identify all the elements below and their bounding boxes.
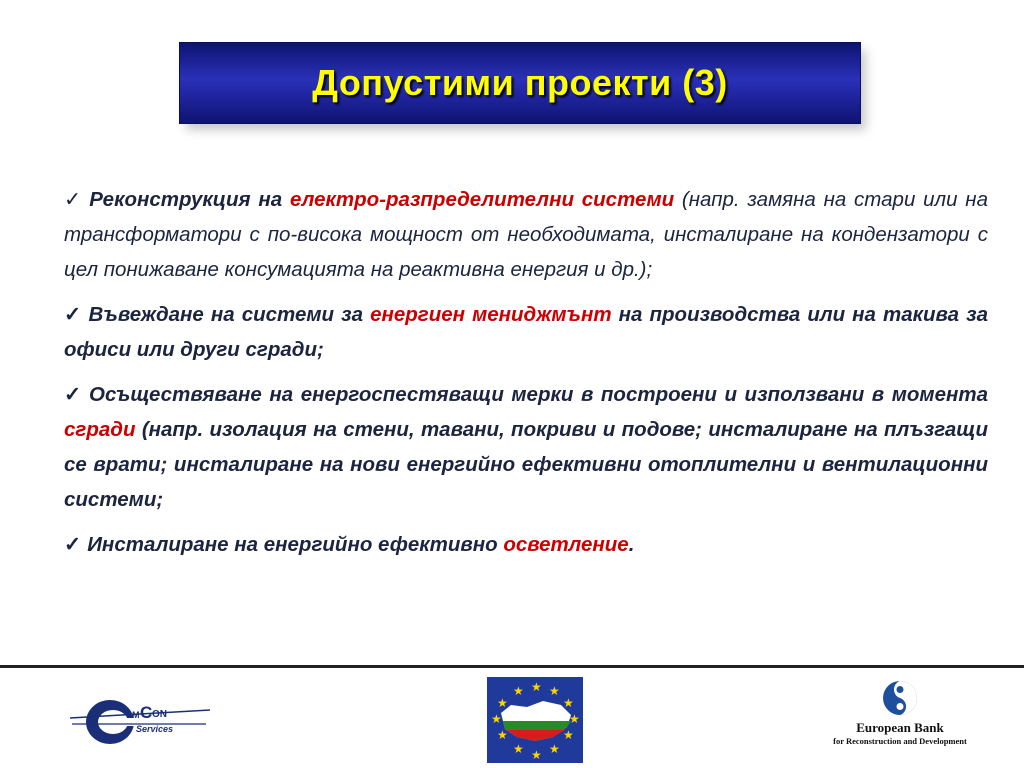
checkmark-icon: ✓: [64, 188, 84, 211]
checkmark-icon: ✓: [64, 533, 82, 556]
svg-text:★: ★: [569, 712, 580, 726]
svg-text:★: ★: [549, 684, 560, 698]
svg-text:★: ★: [513, 742, 524, 756]
bullet-list: [64, 182, 988, 572]
svg-text:★: ★: [497, 696, 508, 710]
item-3-highlight: сгради: [64, 418, 136, 441]
ebrd-name: European Bank: [856, 720, 944, 735]
emcon-services: Services: [136, 724, 174, 734]
emcon-m: M: [132, 710, 140, 720]
item-2-lead: Въвеждане на системи за: [88, 303, 371, 326]
item-1-lead: Реконструкция на: [89, 188, 290, 211]
ebrd-logo: [812, 678, 988, 754]
emcon-on: ON: [152, 709, 167, 720]
checkmark-icon: ✓: [64, 383, 84, 406]
eu-bulgaria-logo: [487, 677, 583, 763]
svg-text:★: ★: [497, 728, 508, 742]
title-banner: [179, 42, 861, 124]
svg-text:★: ★: [563, 696, 574, 710]
item-3-lead: Осъществяване на енергоспестяващи мерки в построени и използвани в момента: [89, 383, 988, 406]
item-1-rest: (напр. замяна на стари или на трансформатори с по-висока мощност от необходимата, инсталиране на кондензатори с цел понижаване консумацията на реактивна енергия и др.);: [64, 188, 988, 281]
item-2-rest: на производства или на такива за офиси или други сгради;: [64, 303, 988, 361]
slide-title: Допустими проекти (3): [312, 62, 728, 103]
checkmark-icon: ✓: [64, 303, 83, 326]
list-item-4: [64, 527, 988, 562]
svg-text:★: ★: [531, 680, 542, 694]
svg-text:★: ★: [513, 684, 524, 698]
list-item-3: [64, 377, 988, 517]
item-1-highlight: електро-разпределителни системи: [290, 188, 675, 211]
item-2-highlight: енергиен мениджмънт: [370, 303, 612, 326]
svg-text:★: ★: [491, 712, 502, 726]
item-4-lead: Инсталиране на енергийно ефективно: [87, 533, 504, 556]
item-4-highlight: осветление: [503, 533, 629, 556]
list-item-2: [64, 297, 988, 367]
svg-text:★: ★: [549, 742, 560, 756]
emcon-c: C: [140, 703, 153, 722]
list-item-1: [64, 182, 988, 287]
ebrd-emblem-icon: [882, 678, 918, 718]
item-4-rest: .: [628, 533, 635, 556]
ebrd-subtitle: for Reconstruction and Development: [833, 736, 967, 746]
footer-divider: [0, 665, 1024, 668]
item-3-rest: (напр. изолация на стени, тавани, покриви и подове; инсталиране на плъзгащи се врати; инсталиране на нови енергийно ефективни отоплителни и вентилационни системи;: [64, 418, 988, 511]
svg-text:★: ★: [563, 728, 574, 742]
svg-text:★: ★: [531, 748, 542, 762]
emcon-logo: [66, 680, 212, 760]
